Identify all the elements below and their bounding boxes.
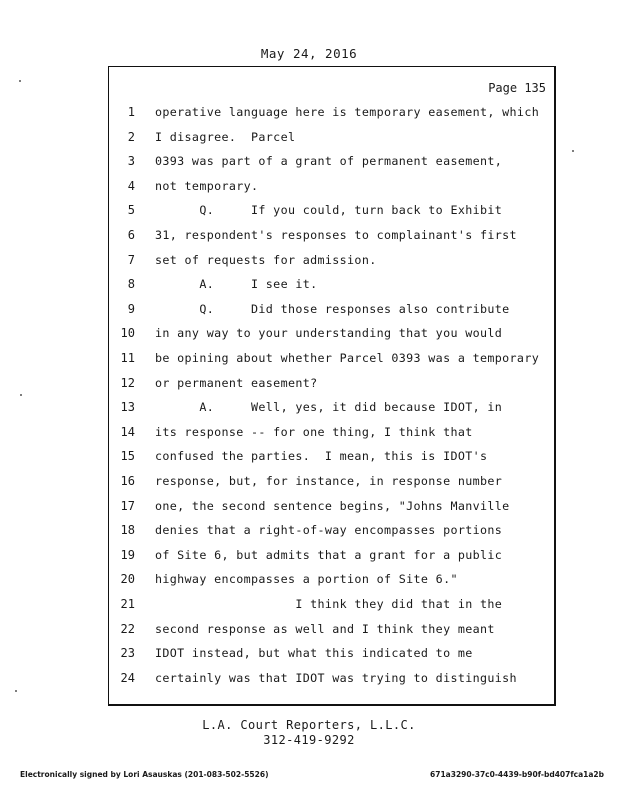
line-number: 23 [120,646,135,661]
transcript-line [109,105,557,125]
transcript-line [109,203,557,223]
scan-speck [572,150,574,152]
line-text: A. I see it. [155,277,318,292]
line-number: 10 [120,326,135,341]
transcript-line [109,449,557,469]
transcript-page [108,66,556,706]
transcript-line [109,376,557,396]
line-number: 12 [120,375,135,390]
line-text: in any way to your understanding that you would [155,326,503,341]
line-text: denies that a right-of-way encompasses portions [155,523,503,538]
transcript-line [109,302,557,322]
line-number: 1 [127,105,135,119]
transcript-line [109,228,557,248]
transcript-line [109,326,557,346]
line-number: 22 [120,621,135,636]
line-text: confused the parties. I mean, this is IDOT's [155,449,488,464]
line-text: response, but, for instance, in response number [155,474,503,488]
line-text: I disagree. Parcel [155,129,296,144]
transcript-line [109,548,557,568]
line-text: one, the second sentence begins, "Johns Manville [155,498,510,513]
footer-phone: 312-419-9292 [263,733,355,747]
transcript-line [109,351,557,371]
transcript-line [109,130,557,150]
line-text: 31, respondent's responses to complainant's first [155,228,517,242]
line-number: 11 [120,351,135,365]
transcript-line [109,572,557,592]
transcript-line [109,499,557,519]
document-id: 671a3290-37c0-4439-b90f-bd407fca1a2b [430,770,604,779]
transcript-line [109,253,557,273]
line-number: 9 [127,301,135,316]
transcript-line [109,523,557,543]
scan-speck [19,80,21,82]
line-text: its response -- for one thing, I think that [155,424,473,439]
footer-reporter: L.A. Court Reporters, L.L.C. [202,718,416,732]
line-text: highway encompasses a portion of Site 6." [155,572,458,587]
transcript-line [109,474,557,494]
line-number: 18 [120,523,135,538]
electronic-signature: Electronically signed by Lori Asauskas (201-083-502-5526) [20,770,269,779]
line-text: operative language here is temporary easement, which [155,105,540,119]
page-number: Page 135 [488,81,546,95]
line-text: Q. If you could, turn back to Exhibit [155,203,503,218]
transcript-line [109,154,557,174]
line-number: 17 [120,498,135,513]
transcript-line [109,597,557,617]
line-number: 19 [120,547,135,562]
line-number: 8 [127,277,135,292]
line-number: 4 [127,178,135,193]
line-number: 7 [127,252,135,267]
line-text: certainly was that IDOT was trying to distinguish [155,670,517,685]
transcript-line [109,277,557,297]
line-text: Q. Did those responses also contribute [155,301,510,316]
transcript-line [109,425,557,445]
line-text: IDOT instead, but what this indicated to me [155,646,473,661]
line-number: 16 [120,474,135,488]
line-number: 13 [120,400,135,415]
line-number: 15 [120,449,135,464]
line-text: of Site 6, but admits that a grant for a public [155,547,503,562]
line-text: A. Well, yes, it did because IDOT, in [155,400,503,415]
scan-speck [20,394,22,396]
line-number: 21 [120,597,135,611]
line-text: not temporary. [155,178,259,193]
line-number: 14 [120,424,135,439]
line-number: 20 [120,572,135,587]
scan-speck [15,690,17,692]
line-text: be opining about whether Parcel 0393 was a temporary [155,351,540,365]
transcript-line [109,622,557,642]
line-number: 5 [127,203,135,218]
transcript-line [109,671,557,691]
line-text: or permanent easement? [155,375,318,390]
line-number: 3 [127,154,135,169]
transcript-line [109,400,557,420]
transcript-line [109,646,557,666]
header-date: May 24, 2016 [260,46,358,61]
line-number: 6 [127,228,135,242]
line-text: 0393 was part of a grant of permanent easement, [155,154,503,169]
transcript-line [109,179,557,199]
line-text: I think they did that in the [155,597,503,611]
line-text: second response as well and I think they meant [155,621,495,636]
line-text: set of requests for admission. [155,252,377,267]
line-number: 2 [127,129,135,144]
line-number: 24 [120,670,135,685]
